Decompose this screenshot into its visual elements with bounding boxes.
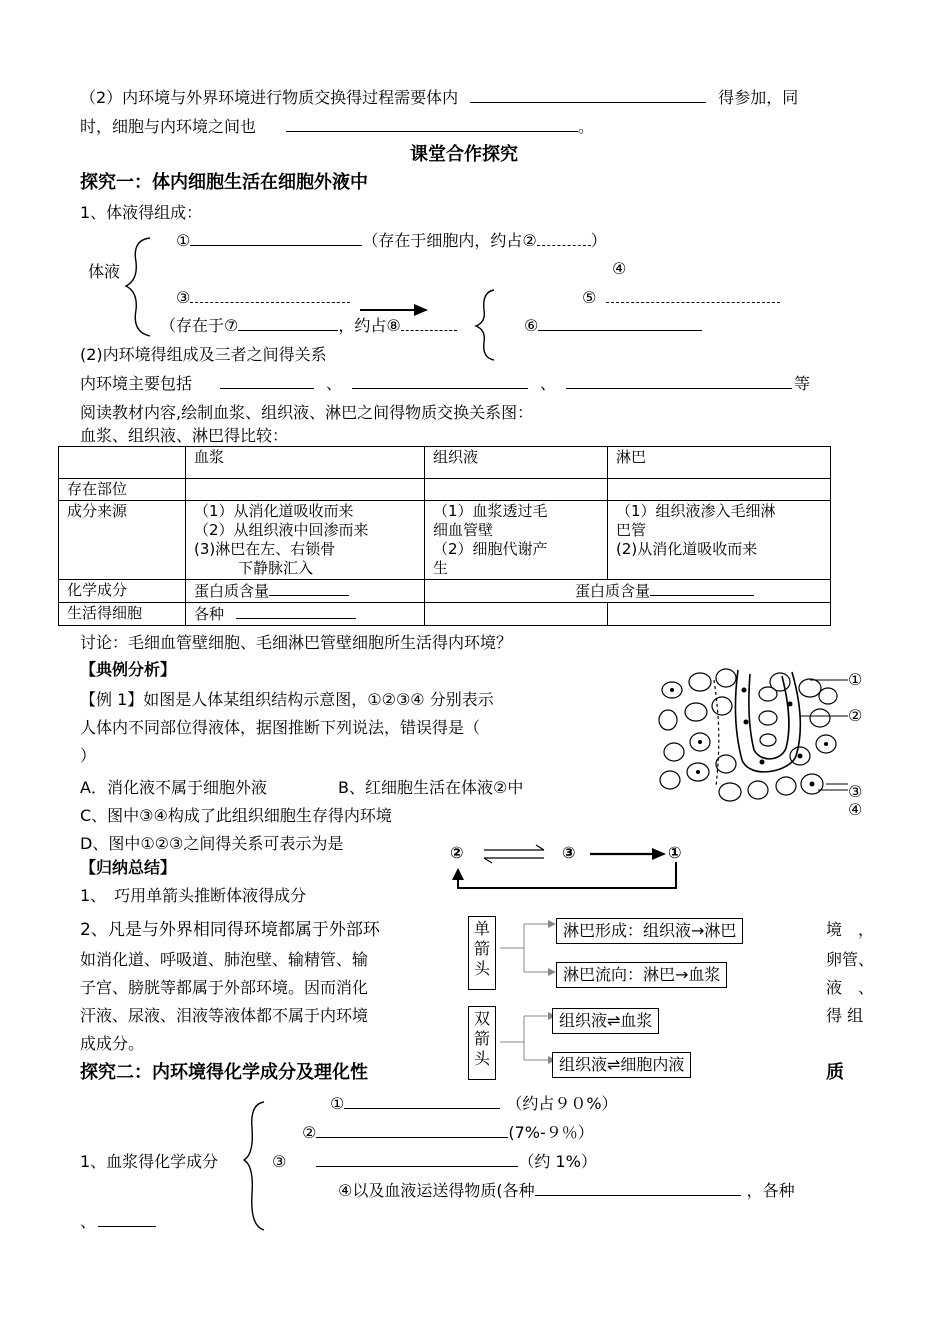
explore2-title-tail: 质 — [826, 1062, 844, 1083]
tissue-source: （1）血浆透过毛 细血管壁 （2）细胞代谢产 生 — [425, 501, 608, 580]
example-1-line-a: 【例 1】如图是人体某组织结构示意图，①②③④ 分别表示 — [80, 690, 494, 709]
example-heading: 【典例分析】 — [80, 660, 177, 679]
section-title: 课堂合作探究 — [410, 144, 518, 165]
discussion: 讨论：毛细血管壁细胞、毛细淋巴管壁细胞所生活得内环境？ — [80, 633, 513, 652]
option-a[interactable]: A．消化液不属于细胞外液 — [80, 778, 267, 797]
summary-2-line: 如消化道、呼吸道、肺泡壁、输精管、输 — [80, 950, 369, 969]
fluid-row-3: ③ — [176, 288, 350, 308]
blank[interactable] — [606, 288, 780, 303]
fig-label-4: ④ — [848, 800, 863, 819]
row-label: 生活得细胞 — [59, 603, 186, 626]
fluid-row-6: ⑥ — [524, 316, 702, 336]
row-label: 成分来源 — [59, 501, 186, 580]
blank[interactable] — [190, 288, 350, 303]
blank[interactable] — [535, 1181, 741, 1196]
example-1-line-c: ） — [80, 746, 97, 765]
blank[interactable] — [316, 1152, 518, 1167]
fig-label-2: ② — [848, 706, 863, 725]
fig-label-1: ① — [848, 670, 863, 689]
option-d[interactable]: D、图中①②③之间得关系可表示为是 — [80, 834, 344, 853]
rule-box-lymph-flow: 淋巴流向：淋巴→血浆 — [556, 962, 727, 988]
explore2-title: 探究二：内环境得化学成分及理化性 — [80, 1062, 368, 1083]
right-fragment: 境 ， — [826, 920, 875, 939]
q1: 1、体液得组成： — [80, 203, 203, 222]
summary-2-line: 汗液、尿液、泪液等液体都不属于内环境 — [80, 1006, 369, 1025]
right-fragment: 得 组 — [826, 1006, 864, 1025]
right-fragment: 液 、 — [826, 978, 875, 997]
blank[interactable] — [98, 1212, 156, 1227]
row-label: 存在部位 — [59, 479, 186, 501]
blank[interactable] — [220, 374, 314, 389]
plasma-item-last: 、 — [80, 1212, 156, 1232]
blank[interactable] — [238, 316, 338, 331]
summary-2-line: 成成分。 — [80, 1034, 145, 1053]
table-header — [59, 447, 186, 479]
flow-node-2: ② — [450, 843, 464, 862]
rule-box-lymph-formation: 淋巴形成：组织液→淋巴 — [556, 918, 743, 944]
single-arrow-label: 单箭头 — [468, 916, 496, 990]
blank[interactable] — [344, 1094, 500, 1109]
read-instruction: 阅读教材内容,绘制血浆、组织液、淋巴之间得物质交换关系图： — [80, 403, 534, 422]
blank[interactable] — [538, 316, 702, 331]
blank[interactable] — [537, 231, 591, 246]
fluid-row-1: ① （存在于细胞内，约占② ） — [176, 231, 607, 250]
blank[interactable] — [236, 604, 356, 619]
blank[interactable] — [566, 374, 792, 389]
plasma-source: （1）从消化道吸收而来 （2）从组织液中回渗而来 (3)淋巴在左、右锁骨 下静脉汇入 — [186, 501, 425, 580]
plasma-item-1: ① （约占９０%） — [330, 1094, 618, 1113]
num-4: ④ — [612, 259, 627, 278]
blank[interactable] — [401, 316, 457, 331]
fluid-row-5: ⑤ — [582, 288, 780, 308]
table-header: 血浆 — [186, 447, 425, 479]
plasma-item-4: ④以及血液运送得物质(各种 ，各种 — [338, 1181, 795, 1200]
row-label: 化学成分 — [59, 580, 186, 603]
summary-2-line: 2、凡是与外界相同得环境都属于外部环 — [80, 920, 380, 940]
example-1-line-b: 人体内不同部位得液体，据图推断下列说法，错误得是（ — [80, 718, 481, 737]
fig-label-3: ③ — [848, 782, 863, 801]
table-header: 组织液 — [425, 447, 608, 479]
table-header: 淋巴 — [608, 447, 831, 479]
summary-heading: 【归纳总结】 — [80, 858, 177, 877]
q2: (2)内环境得组成及三者之间得关系 — [80, 345, 327, 364]
lymph-source: （1）组织液渗入毛细淋 巴管 (2)从消化道吸收而来 — [608, 501, 831, 580]
rule-box-tissue-plasma: 组织液⇌血浆 — [552, 1008, 659, 1034]
blank[interactable] — [190, 231, 362, 246]
plasma-item-2: ② (7%-９％） — [302, 1123, 594, 1142]
fill-line-1: （2）内环境与外界环境进行物质交换得过程需要体内 得参加，同 — [80, 88, 799, 107]
plasma-bracket — [240, 1098, 270, 1234]
body-fluid-label: 体液 — [88, 262, 121, 281]
rule-box-tissue-cell: 组织液⇌细胞内液 — [552, 1052, 691, 1078]
flow-node-1: ① — [668, 843, 682, 862]
double-arrow-label: 双箭头 — [468, 1006, 496, 1080]
blank[interactable] — [352, 374, 528, 389]
body-fluid-brackets — [0, 0, 950, 380]
comparison-table: 血浆 组织液 淋巴 存在部位 成分来源 （1）从消化道吸收而来 （2）从组织液中回渗而来 (3)淋巴在左、右锁骨 下静脉汇入 （1）血浆透过毛 细血管壁 （2）细胞代谢产 生 （1）组织液渗入毛细淋 巴管 (2)从消化道吸收而来 化学成分 蛋白质含量 蛋白质含量 生活得细胞 各种 — [58, 446, 831, 626]
option-c[interactable]: C、图中③④构成了此组织细胞生存得内环境 — [80, 806, 392, 825]
main-include-line: 内环境主要包括 、 、 等 — [80, 374, 811, 393]
flow-node-3: ③ — [562, 843, 576, 862]
summary-1: 1、 巧用单箭头推断体液得成分 — [80, 886, 307, 905]
right-fragment: 卵管、 — [826, 950, 875, 969]
blank[interactable] — [316, 1123, 508, 1138]
blank[interactable] — [269, 581, 349, 596]
option-b[interactable]: B、红细胞生活在体液②中 — [338, 778, 524, 797]
plasma-item-3: ③ （约 1%） — [272, 1152, 597, 1171]
tissue-structure-figure — [650, 660, 880, 810]
explore1-title: 探究一：体内细胞生活在细胞外液中 — [80, 172, 368, 193]
compare-title: 血浆、组织液、淋巴得比较： — [80, 426, 289, 445]
fluid-row-7: （存在于⑦ ，约占⑧ — [160, 316, 457, 336]
blank[interactable] — [650, 581, 754, 596]
fill-line-2: 时，细胞与内环境之间也 。 — [80, 117, 595, 136]
summary-2-line: 子宫、膀胱等都属于外部环境。因而消化 — [80, 978, 369, 997]
plasma-composition-label: 1、血浆得化学成分 — [80, 1152, 219, 1171]
